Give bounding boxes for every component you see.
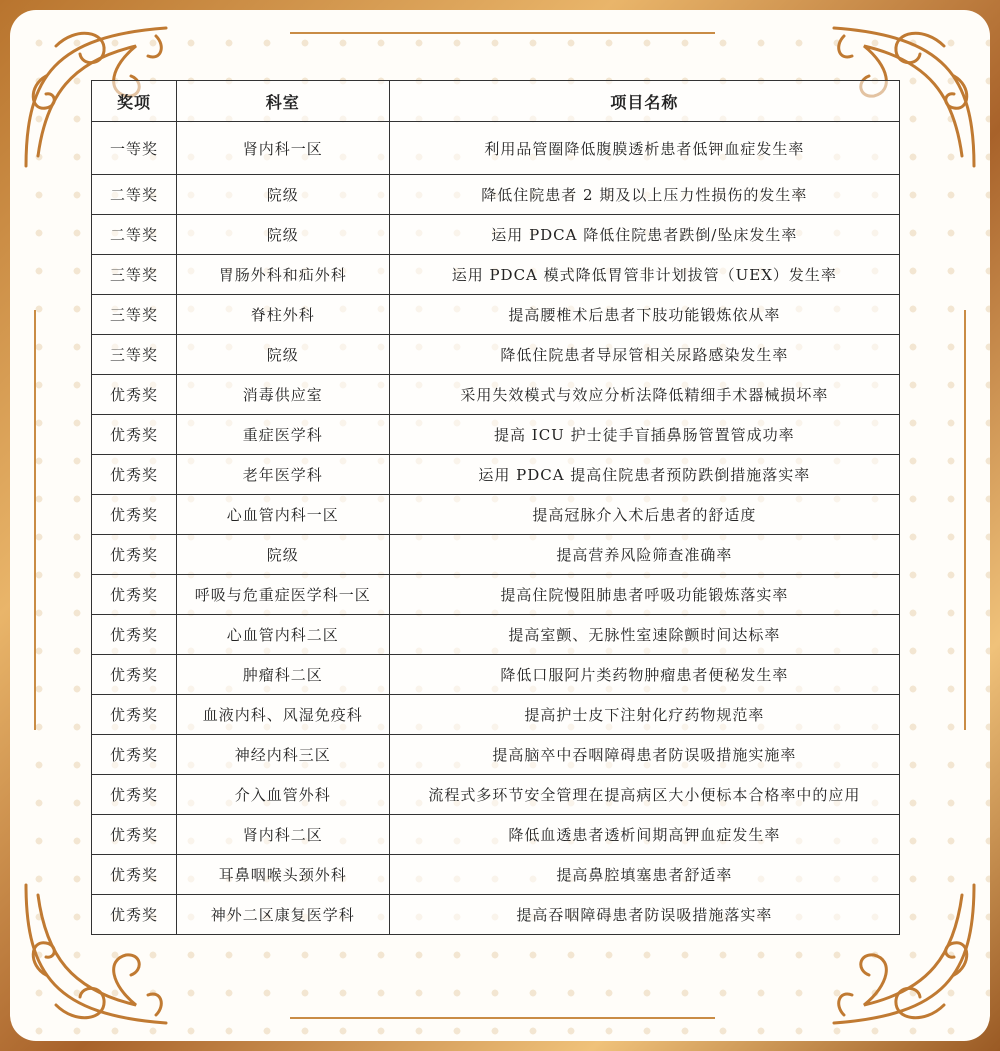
project-cell: 提高住院慢阻肺患者呼吸功能锻炼落实率 <box>389 575 899 615</box>
project-cell: 运用 PDCA 模式降低胃管非计划拔管（UEX）发生率 <box>389 255 899 295</box>
award-cell: 优秀奖 <box>92 855 177 895</box>
table-row <box>92 815 900 855</box>
header-award: 奖项 <box>92 81 177 122</box>
project-cell: 提高腰椎术后患者下肢功能锻炼依从率 <box>389 295 899 335</box>
table-row <box>92 775 900 815</box>
project-cell: 提高护士皮下注射化疗药物规范率 <box>389 695 899 735</box>
table-row <box>92 295 900 335</box>
award-cell: 三等奖 <box>92 335 177 375</box>
award-cell: 优秀奖 <box>92 375 177 415</box>
department-cell: 肿瘤科二区 <box>176 655 389 695</box>
project-cell: 提高冠脉介入术后患者的舒适度 <box>389 495 899 535</box>
award-cell: 优秀奖 <box>92 735 177 775</box>
award-cell: 优秀奖 <box>92 815 177 855</box>
award-cell: 三等奖 <box>92 295 177 335</box>
award-cell: 三等奖 <box>92 255 177 295</box>
project-cell: 采用失效模式与效应分析法降低精细手术器械损坏率 <box>389 375 899 415</box>
award-cell: 优秀奖 <box>92 615 177 655</box>
project-cell: 提高吞咽障碍患者防误吸措施落实率 <box>389 895 899 935</box>
top-ornament-rule <box>290 32 715 34</box>
award-cell: 优秀奖 <box>92 455 177 495</box>
awards-table <box>91 80 900 935</box>
award-cell: 优秀奖 <box>92 535 177 575</box>
table-row <box>92 455 900 495</box>
department-cell: 介入血管外科 <box>176 775 389 815</box>
table-row <box>92 175 900 215</box>
table-row <box>92 895 900 935</box>
table-row <box>92 122 900 175</box>
award-cell: 一等奖 <box>92 122 177 175</box>
department-cell: 心血管内科一区 <box>176 495 389 535</box>
table-row <box>92 255 900 295</box>
project-cell: 流程式多环节安全管理在提高病区大小便标本合格率中的应用 <box>389 775 899 815</box>
department-cell: 呼吸与危重症医学科一区 <box>176 575 389 615</box>
header-department: 科室 <box>176 81 389 122</box>
department-cell: 胃肠外科和疝外科 <box>176 255 389 295</box>
table-row <box>92 335 900 375</box>
project-cell: 降低住院患者导尿管相关尿路感染发生率 <box>389 335 899 375</box>
table-row <box>92 535 900 575</box>
department-cell: 院级 <box>176 215 389 255</box>
header-project-name: 项目名称 <box>389 81 899 122</box>
table-row <box>92 415 900 455</box>
table-row <box>92 215 900 255</box>
table-body <box>92 122 900 935</box>
right-ornament-rule <box>964 310 966 730</box>
department-cell: 肾内科一区 <box>176 122 389 175</box>
bottom-ornament-rule <box>290 1017 715 1019</box>
award-cell: 优秀奖 <box>92 775 177 815</box>
department-cell: 脊柱外科 <box>176 295 389 335</box>
project-cell: 降低血透患者透析间期高钾血症发生率 <box>389 815 899 855</box>
table-row <box>92 575 900 615</box>
table-row <box>92 695 900 735</box>
project-cell: 运用 PDCA 提高住院患者预防跌倒措施落实率 <box>389 455 899 495</box>
department-cell: 老年医学科 <box>176 455 389 495</box>
left-ornament-rule <box>34 310 36 730</box>
department-cell: 耳鼻咽喉头颈外科 <box>176 855 389 895</box>
department-cell: 院级 <box>176 535 389 575</box>
table-row <box>92 615 900 655</box>
table-row <box>92 855 900 895</box>
department-cell: 神外二区康复医学科 <box>176 895 389 935</box>
project-cell: 降低口服阿片类药物肿瘤患者便秘发生率 <box>389 655 899 695</box>
table-row <box>92 655 900 695</box>
project-cell: 运用 PDCA 降低住院患者跌倒/坠床发生率 <box>389 215 899 255</box>
department-cell: 院级 <box>176 335 389 375</box>
table-row <box>92 495 900 535</box>
project-cell: 提高室颤、无脉性室速除颤时间达标率 <box>389 615 899 655</box>
department-cell: 神经内科三区 <box>176 735 389 775</box>
project-cell: 提高鼻腔填塞患者舒适率 <box>389 855 899 895</box>
table-header-row <box>92 81 900 122</box>
department-cell: 心血管内科二区 <box>176 615 389 655</box>
award-cell: 优秀奖 <box>92 415 177 455</box>
project-cell: 提高营养风险筛查准确率 <box>389 535 899 575</box>
table-row <box>92 375 900 415</box>
award-cell: 优秀奖 <box>92 495 177 535</box>
award-cell: 二等奖 <box>92 175 177 215</box>
project-cell: 降低住院患者 2 期及以上压力性损伤的发生率 <box>389 175 899 215</box>
award-cell: 优秀奖 <box>92 695 177 735</box>
department-cell: 消毒供应室 <box>176 375 389 415</box>
project-cell: 利用品管圈降低腹膜透析患者低钾血症发生率 <box>389 122 899 175</box>
department-cell: 院级 <box>176 175 389 215</box>
award-cell: 优秀奖 <box>92 575 177 615</box>
table-row <box>92 735 900 775</box>
award-cell: 优秀奖 <box>92 895 177 935</box>
project-cell: 提高脑卒中吞咽障碍患者防误吸措施实施率 <box>389 735 899 775</box>
department-cell: 血液内科、风湿免疫科 <box>176 695 389 735</box>
project-cell: 提高 ICU 护士徒手盲插鼻肠管置管成功率 <box>389 415 899 455</box>
award-cell: 优秀奖 <box>92 655 177 695</box>
department-cell: 重症医学科 <box>176 415 389 455</box>
department-cell: 肾内科二区 <box>176 815 389 855</box>
award-cell: 二等奖 <box>92 215 177 255</box>
